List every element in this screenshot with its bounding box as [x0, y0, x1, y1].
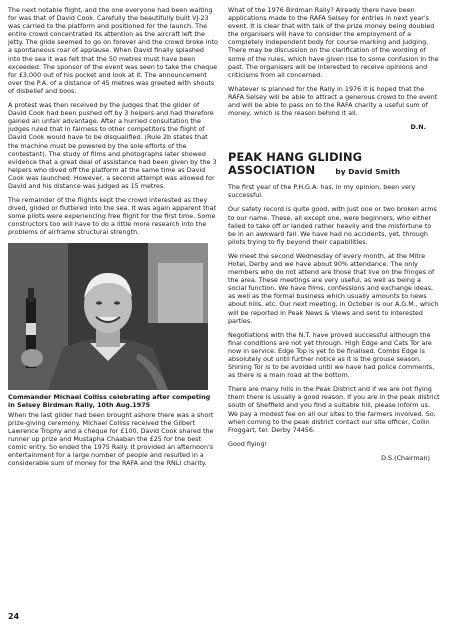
article-paragraph: We meet the second Wednesday of every month, at the Mitre Hotel, Derby and we have about 90% attendance. The only members who do not attend are those that live on the fringes of the area. These meetings are very useful, as well as being a social function. We have films, confessions and exchange ideas, as well as the formal business which usually amounts to news about hills, etc. Our next meeting, in October is our A.G.M., which will be reported in Peak News & Views and sent to interested parties.: [228, 251, 439, 325]
article-paragraph: A protest was then received by the judges that the glider of David Cook had been pushed off by 3 helpers and had therefore gained an unfair advantage. After a hurried consultation the judges ruled that in fairness to other competitors the flight of David Cook would have to be disqualified. (Rule 2b states that the machine must be powered by the sole efforts of the contestant). The study of films and photographs later showed evidence that a great deal of assistance had been given by the 3 helpers who dived off the platform at the same time as David Cook was launched. However, a second attempt was allowed for David and his distance was judged as 15 metres.: [8, 101, 217, 190]
heading-line-2: [228, 164, 440, 179]
byline: by David Smith: [335, 166, 401, 176]
author-initials: D.N.: [410, 123, 426, 132]
closing-line: Good flying!: [228, 439, 268, 448]
article-paragraph: When the last glider had been brought ashore there was a short prize-giving ceremony. Michael Colliss received the Gilbert Lawrence Trophy and a cheque for £100, David Cook shared the runner up prize and Mustapha Chaaban the £25 for the best comic entry. So ended the 1975 Rally. It provided an afternoon's entertainment for a large number of people and resulted in a considerable sum of money for the RAFA and the RNLI charity.: [8, 410, 214, 468]
heading-association: ASSOCIATION: [228, 162, 316, 177]
right-column: [228, 6, 440, 462]
article-paragraph: The first year of the P.H.G.A. has, in my opinion, been very successful.: [228, 183, 416, 200]
article-paragraph: Negotiations with the N.T. have proved successful although the final conditions are not yet through. High Edge and Cats Tor are now in service. Edge Top is yet to be finalised. Combs Edge is absolutely out until further notice as it is the grouse season. Shining Tor is to be avoided until we have had police comments, as there is a main road at the bottom.: [228, 330, 435, 380]
article-paragraph: The remainder of the flights kept the crowd interested as they dived, glided or fluttered into the sea. It was again apparent that some pilots were experiencing free flight for the first time. Some constructors too will have to do a little more research into the problems of airframe structural strength.: [8, 196, 217, 237]
photo-illustration: [8, 243, 208, 390]
photo-caption: Commander Michael Colliss celebrating after competing in Selsey Birdman Rally, 10th Aug.1975: [8, 392, 211, 409]
article-paragraph: Our safety record is quite good, with just one or two broken arms to our name. These, all except one, were beginners, who either failed to take off or landed rather heavily and the misfortune to be in an awkward fall. We have had no accidents, yet, through pilots trying to fly beyond their capabilities.: [228, 205, 437, 246]
peak-article-heading: [228, 151, 440, 178]
signature: D.S.(Chairman): [381, 453, 430, 462]
page-number: 24: [8, 612, 20, 621]
article-paragraph: What of the 1976 Birdman Rally? Already there have been applications made to the RAFA Selsey for entries in next year's event. It is clear that with talk of the prize money being doubled the organisers will have to consider the employment of a completely independent body for course marking and judging. There may be discussion on the clarification of the wording of some of the rules, which have given rise to some confusion in the past. The organisers will be interested to receive opinions and criticisms from all concerned.: [228, 6, 439, 79]
left-column: [8, 6, 218, 473]
article-paragraph: Whatever is planned for the Rally in 1976 it is hoped that the RAFA Selsey will be able to attract a generous crowd to the event and will be able to pass on to the RAFA charity a useful sum of money, which is the reason behind it all.: [228, 84, 438, 118]
celebration-photo: [8, 243, 208, 390]
article-paragraph: There are many hills in the Peak District and if we are not flying them there is usually a good reason. If you are in the peak district south of Sheffield and you find a suitable hill, please inform us. We pay a modest fee on all our sites to the farmers involved. So, when coming to the peak district contact our site officer, Collin Froggart, tel: Derby 74456.: [228, 385, 440, 434]
article-paragraph: The next notable flight, and the one everyone had been waiting for was that of David Cook. Carefully the beautifully built VJ-23 was carried to the platform and positioned for the launch. The entire crowd concentrated its attention as the aircraft left the jetty. The glide seemed to go on forever and the crowd broke into a spontaneous roar of applause. When David finally splashed into the sea it was felt that the 50 metres must have been exceeded. The sponsor of the event was seen to take the cheque for £3,000 out of his pocket and look at it. The announcement over the P.A. of a distance of 45 metres was greeted with shouts of disbelief and boos.: [8, 6, 218, 95]
heading-line-1: PEAK HANG GLIDING: [228, 150, 363, 165]
